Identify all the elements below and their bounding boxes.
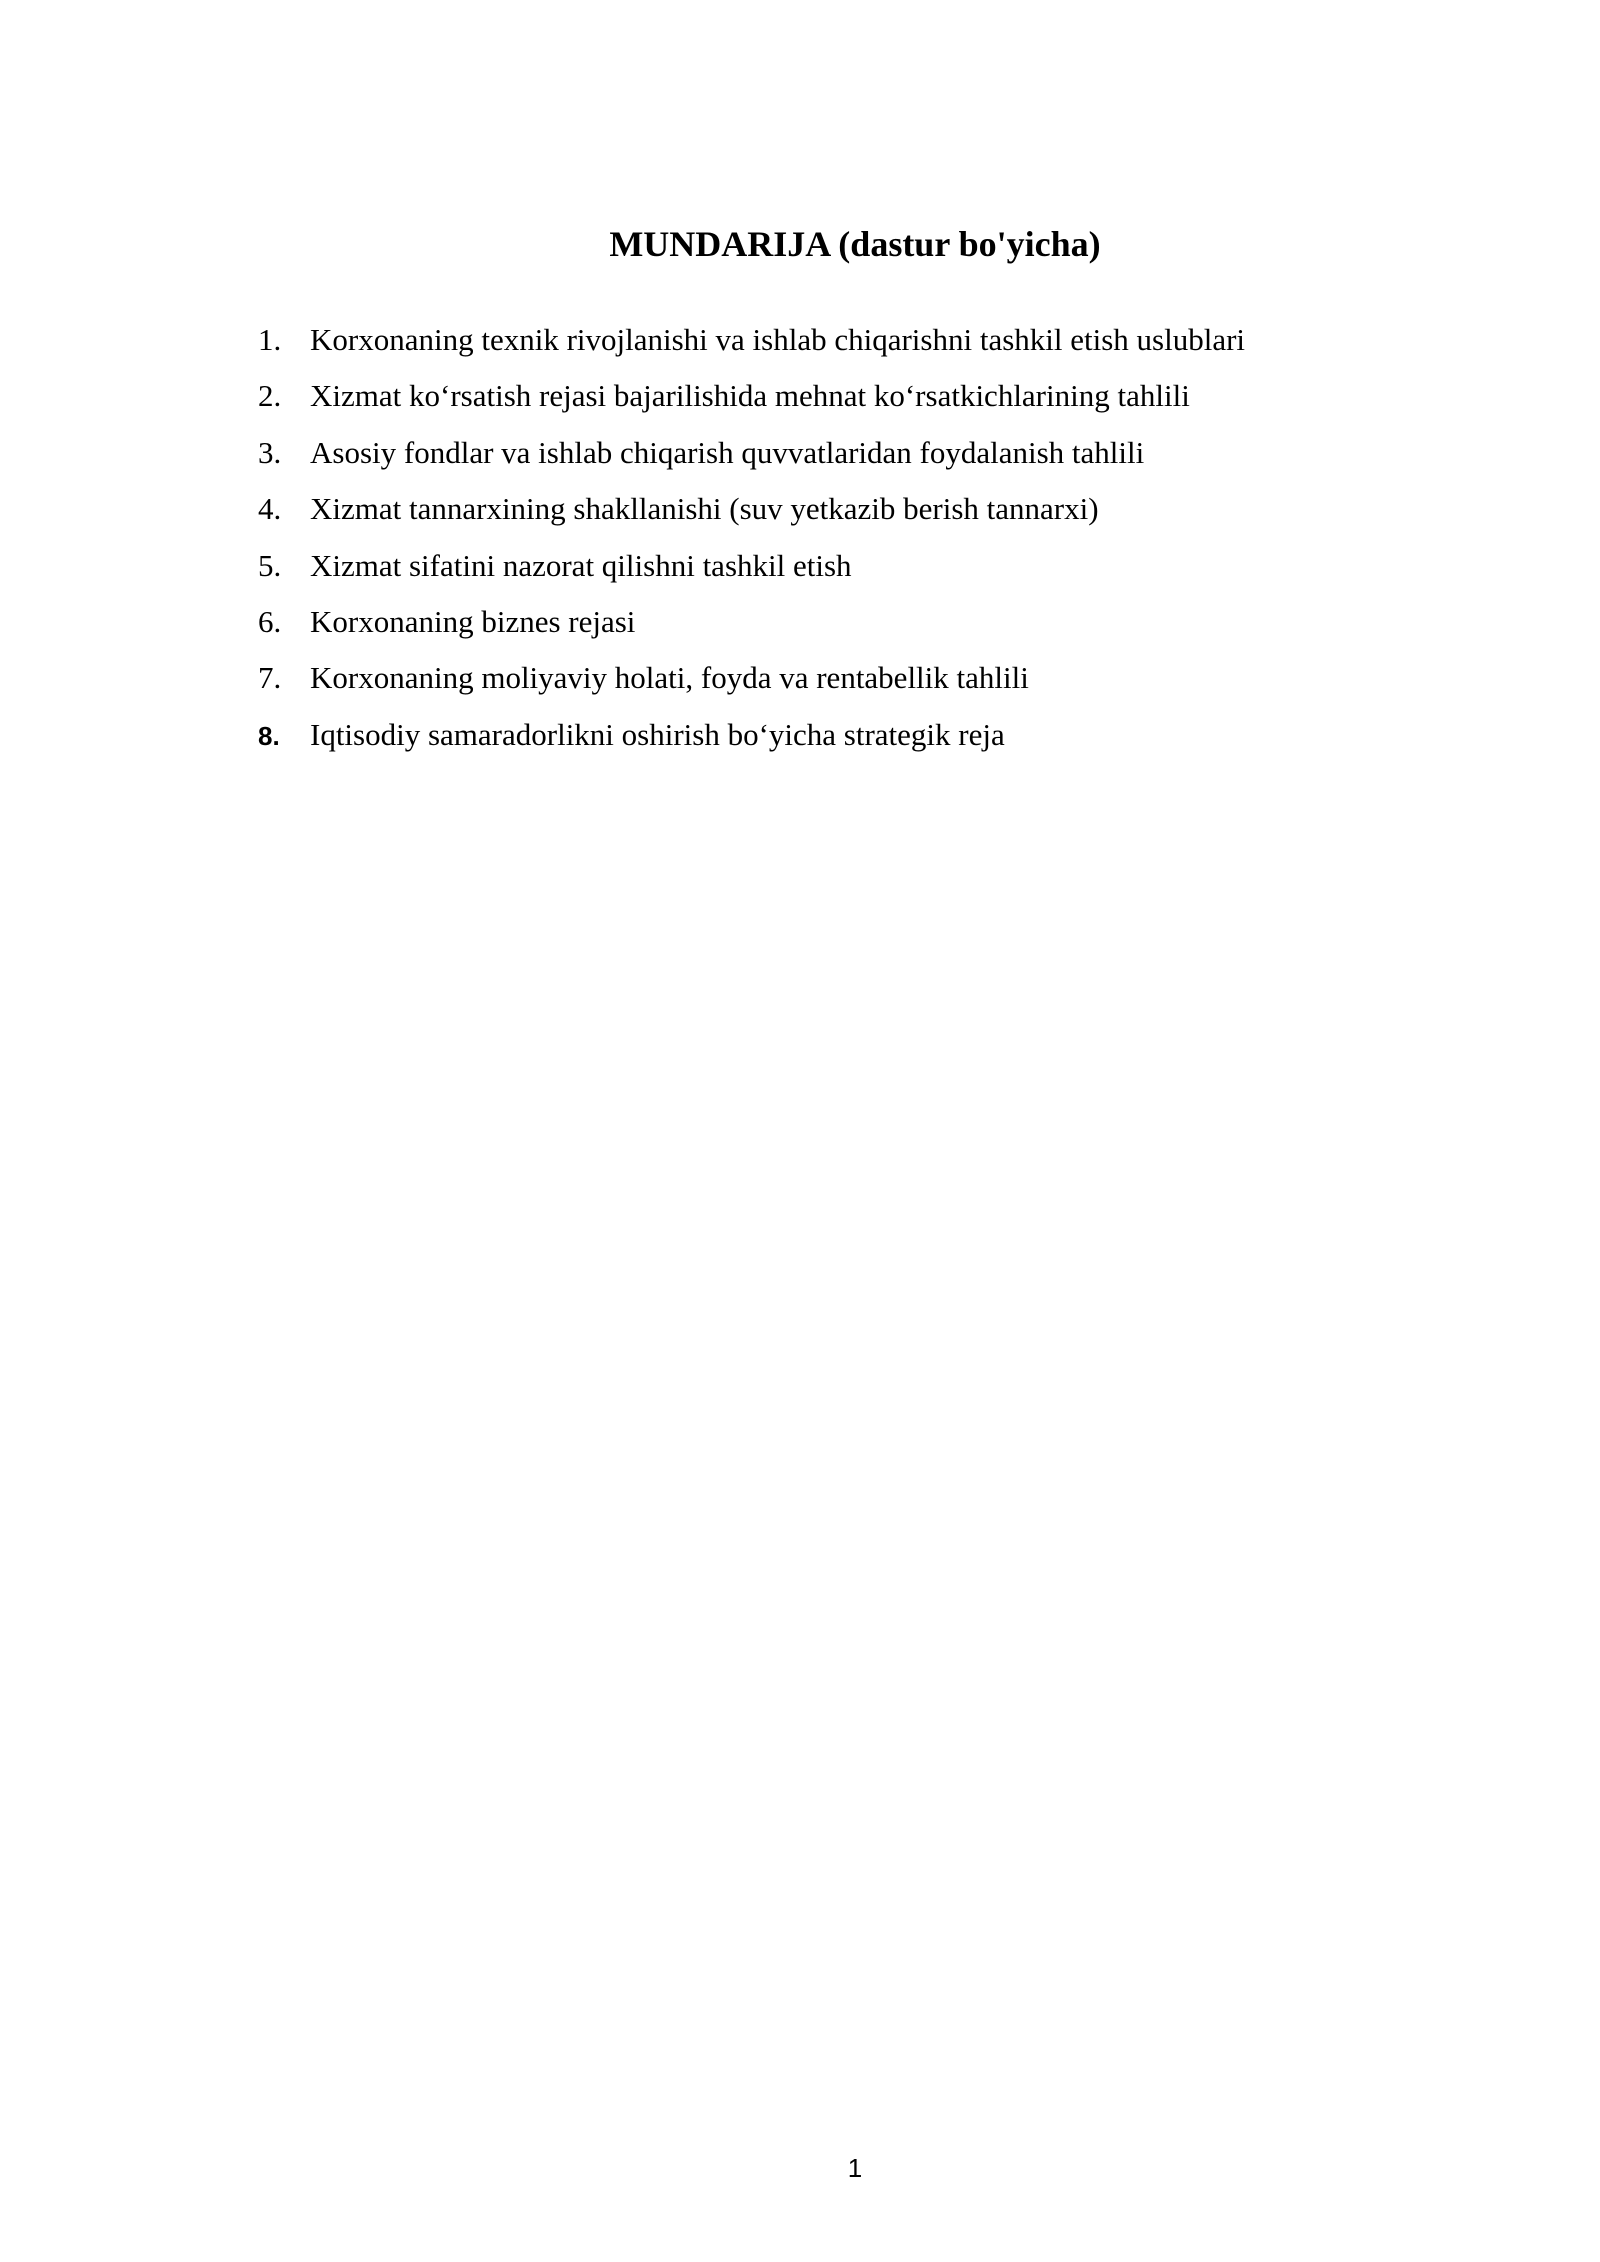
toc-item-text: Korxonaning biznes rejasi — [310, 603, 636, 639]
toc-item-text: Xizmat sifatini nazorat qilishni tashkil etish — [310, 547, 852, 583]
toc-item — [258, 316, 1245, 372]
toc-item — [258, 654, 1245, 710]
page-title: MUNDARIJA (dastur bo'yicha) — [609, 224, 1101, 264]
toc-item-number: 5. — [258, 547, 282, 583]
toc-item-number: 2. — [258, 378, 282, 414]
toc-item-number: 8. — [258, 720, 280, 751]
toc-item-number: 3. — [258, 434, 282, 470]
table-of-contents — [258, 316, 1245, 767]
toc-item — [258, 598, 1245, 654]
toc-item-text: Korxonaning texnik rivojlanishi va ishlab chiqarishni tashkil etish uslublari — [310, 322, 1246, 357]
toc-item-number: 7. — [258, 660, 282, 696]
toc-item-text: Xizmat tannarxining shakllanishi (suv yetkazib berish tannarxi) — [310, 491, 1099, 527]
toc-item — [258, 711, 1245, 767]
toc-item — [258, 542, 1245, 598]
toc-item-number: 6. — [258, 603, 282, 639]
toc-item-text: Asosiy fondlar va ishlab chiqarish quvvatlaridan foydalanish tahlili — [310, 434, 1145, 470]
page-number: 1 — [847, 2153, 863, 2183]
toc-item-number: 4. — [258, 491, 282, 527]
toc-item-text: Iqtisodiy samaradorlikni oshirish boʻyicha strategik reja — [310, 716, 1005, 752]
toc-item-text: Korxonaning moliyaviy holati, foyda va rentabellik tahlili — [310, 660, 1029, 696]
toc-item — [258, 485, 1245, 541]
toc-item — [258, 429, 1245, 485]
toc-item-text: Xizmat koʻrsatish rejasi bajarilishida mehnat koʻrsatkichlarining tahlili — [310, 378, 1190, 414]
toc-item-number: 1. — [258, 322, 282, 357]
toc-item — [258, 372, 1245, 428]
